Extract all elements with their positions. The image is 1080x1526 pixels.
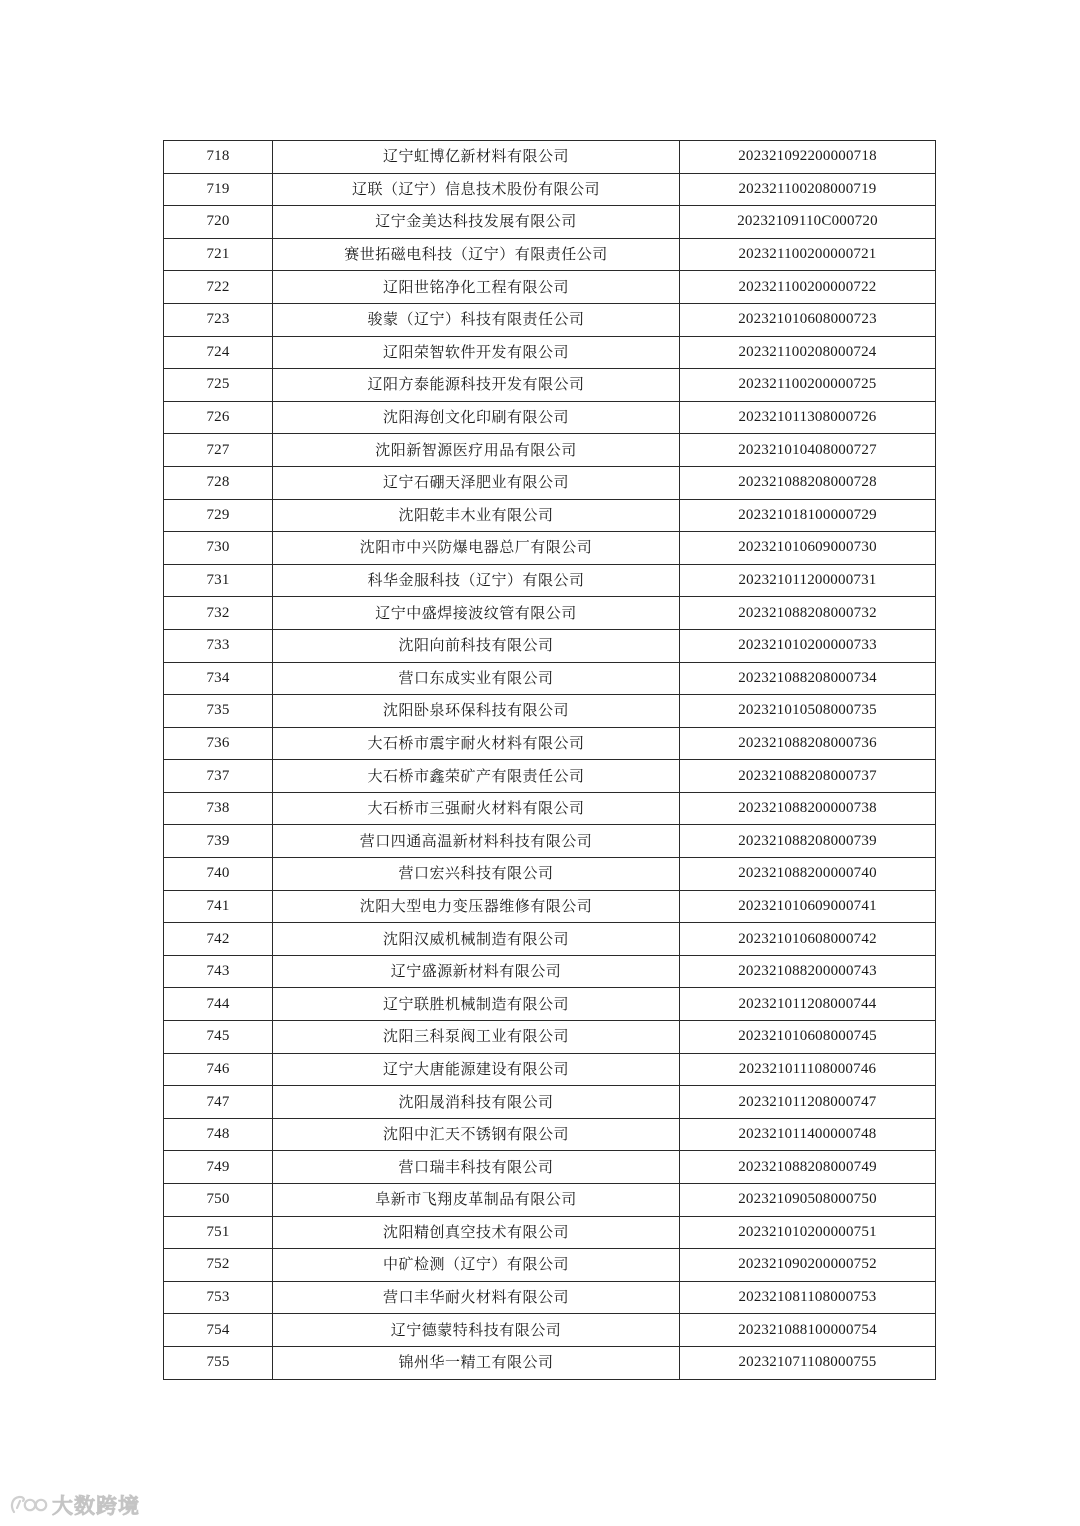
row-index-cell: 730 (164, 532, 273, 565)
registration-code-cell: 202321088208000739 (680, 825, 936, 858)
row-index-cell: 749 (164, 1151, 273, 1184)
table-row (164, 825, 936, 858)
table-row (164, 792, 936, 825)
registration-code-cell: 202321090200000752 (680, 1249, 936, 1282)
table-row (164, 597, 936, 630)
table-row (164, 858, 936, 891)
watermark-text: 大数跨境 (52, 1494, 140, 1518)
row-index-cell: 737 (164, 760, 273, 793)
table-row (164, 499, 936, 532)
row-index-cell: 746 (164, 1053, 273, 1086)
registration-code-cell: 202321010200000751 (680, 1216, 936, 1249)
company-name-cell: 沈阳向前科技有限公司 (273, 629, 680, 662)
registration-code-cell: 202321100200000725 (680, 369, 936, 402)
row-index-cell: 755 (164, 1346, 273, 1379)
row-index-cell: 728 (164, 466, 273, 499)
table-row (164, 238, 936, 271)
company-name-cell: 辽宁联胜机械制造有限公司 (273, 988, 680, 1021)
table-row (164, 1021, 936, 1054)
company-name-cell: 大石桥市震宇耐火材料有限公司 (273, 727, 680, 760)
row-index-cell: 745 (164, 1021, 273, 1054)
table-row (164, 173, 936, 206)
registration-code-cell: 202321018100000729 (680, 499, 936, 532)
company-name-cell: 锦州华一精工有限公司 (273, 1346, 680, 1379)
registration-code-cell: 202321088208000736 (680, 727, 936, 760)
row-index-cell: 726 (164, 401, 273, 434)
table-row (164, 466, 936, 499)
registration-code-cell: 202321081108000753 (680, 1281, 936, 1314)
row-index-cell: 741 (164, 890, 273, 923)
company-name-cell: 沈阳乾丰木业有限公司 (273, 499, 680, 532)
company-name-cell: 辽阳荣智软件开发有限公司 (273, 336, 680, 369)
row-index-cell: 740 (164, 858, 273, 891)
row-index-cell: 722 (164, 271, 273, 304)
company-name-cell: 辽阳方泰能源科技开发有限公司 (273, 369, 680, 402)
registration-code-cell: 202321010508000735 (680, 695, 936, 728)
registration-code-cell: 20232109110C000720 (680, 206, 936, 239)
registration-code-cell: 202321010609000741 (680, 890, 936, 923)
row-index-cell: 743 (164, 955, 273, 988)
row-index-cell: 753 (164, 1281, 273, 1314)
registration-code-cell: 202321088208000737 (680, 760, 936, 793)
row-index-cell: 720 (164, 206, 273, 239)
table-row (164, 532, 936, 565)
logo-icon (8, 1492, 48, 1518)
row-index-cell: 718 (164, 141, 273, 174)
company-name-cell: 阜新市飞翔皮革制品有限公司 (273, 1184, 680, 1217)
registration-code-cell: 202321011108000746 (680, 1053, 936, 1086)
registration-code-cell: 202321088200000740 (680, 858, 936, 891)
company-name-cell: 沈阳新智源医疗用品有限公司 (273, 434, 680, 467)
registration-code-cell: 202321092200000718 (680, 141, 936, 174)
row-index-cell: 754 (164, 1314, 273, 1347)
row-index-cell: 732 (164, 597, 273, 630)
registration-code-cell: 202321088100000754 (680, 1314, 936, 1347)
row-index-cell: 727 (164, 434, 273, 467)
row-index-cell: 752 (164, 1249, 273, 1282)
registration-code-cell: 202321088200000743 (680, 955, 936, 988)
row-index-cell: 729 (164, 499, 273, 532)
registration-code-cell: 202321010608000723 (680, 303, 936, 336)
company-name-cell: 中矿检测（辽宁）有限公司 (273, 1249, 680, 1282)
company-name-cell: 营口四通高温新材料科技有限公司 (273, 825, 680, 858)
registration-code-cell: 202321100200000721 (680, 238, 936, 271)
row-index-cell: 742 (164, 923, 273, 956)
row-index-cell: 733 (164, 629, 273, 662)
company-name-cell: 赛世拓磁电科技（辽宁）有限责任公司 (273, 238, 680, 271)
company-registry-table (163, 140, 936, 1380)
table-row (164, 206, 936, 239)
row-index-cell: 731 (164, 564, 273, 597)
table-row (164, 1053, 936, 1086)
company-name-cell: 骏蒙（辽宁）科技有限责任公司 (273, 303, 680, 336)
company-name-cell: 营口丰华耐火材料有限公司 (273, 1281, 680, 1314)
table-row (164, 988, 936, 1021)
table-row (164, 955, 936, 988)
registration-code-cell: 202321011208000744 (680, 988, 936, 1021)
row-index-cell: 721 (164, 238, 273, 271)
company-name-cell: 科华金服科技（辽宁）有限公司 (273, 564, 680, 597)
registration-code-cell: 202321100200000722 (680, 271, 936, 304)
table-row (164, 1314, 936, 1347)
table-row (164, 890, 936, 923)
table-row (164, 1151, 936, 1184)
watermark (8, 1490, 140, 1520)
company-name-cell: 沈阳海创文化印刷有限公司 (273, 401, 680, 434)
company-name-cell: 沈阳中汇天不锈钢有限公司 (273, 1118, 680, 1151)
table-row (164, 662, 936, 695)
table-row (164, 1249, 936, 1282)
company-name-cell: 辽阳世铭净化工程有限公司 (273, 271, 680, 304)
table-row (164, 923, 936, 956)
table-row (164, 727, 936, 760)
registration-code-cell: 202321011308000726 (680, 401, 936, 434)
registration-code-cell: 202321090508000750 (680, 1184, 936, 1217)
row-index-cell: 735 (164, 695, 273, 728)
company-name-cell: 大石桥市三强耐火材料有限公司 (273, 792, 680, 825)
table-row (164, 760, 936, 793)
registration-code-cell: 202321010408000727 (680, 434, 936, 467)
table-row (164, 401, 936, 434)
registration-code-cell: 202321088208000732 (680, 597, 936, 630)
registration-code-cell: 202321011200000731 (680, 564, 936, 597)
row-index-cell: 725 (164, 369, 273, 402)
company-name-cell: 辽宁虹博亿新材料有限公司 (273, 141, 680, 174)
row-index-cell: 748 (164, 1118, 273, 1151)
company-name-cell: 辽联（辽宁）信息技术股份有限公司 (273, 173, 680, 206)
row-index-cell: 744 (164, 988, 273, 1021)
table-row (164, 629, 936, 662)
company-name-cell: 营口东成实业有限公司 (273, 662, 680, 695)
table-row (164, 1086, 936, 1119)
company-name-cell: 辽宁金美达科技发展有限公司 (273, 206, 680, 239)
registration-code-cell: 202321010608000745 (680, 1021, 936, 1054)
row-index-cell: 738 (164, 792, 273, 825)
table-row (164, 336, 936, 369)
registration-code-cell: 202321071108000755 (680, 1346, 936, 1379)
company-name-cell: 辽宁中盛焊接波纹管有限公司 (273, 597, 680, 630)
table-row (164, 303, 936, 336)
company-name-cell: 辽宁大唐能源建设有限公司 (273, 1053, 680, 1086)
table-row (164, 1216, 936, 1249)
row-index-cell: 750 (164, 1184, 273, 1217)
table-row (164, 695, 936, 728)
registration-code-cell: 202321010200000733 (680, 629, 936, 662)
registration-code-cell: 202321100208000724 (680, 336, 936, 369)
company-name-cell: 沈阳市中兴防爆电器总厂有限公司 (273, 532, 680, 565)
registration-code-cell: 202321010609000730 (680, 532, 936, 565)
company-name-cell: 沈阳精创真空技术有限公司 (273, 1216, 680, 1249)
table-row (164, 1118, 936, 1151)
row-index-cell: 751 (164, 1216, 273, 1249)
row-index-cell: 736 (164, 727, 273, 760)
company-name-cell: 辽宁盛源新材料有限公司 (273, 955, 680, 988)
registration-code-cell: 202321088208000734 (680, 662, 936, 695)
registration-code-cell: 202321088200000738 (680, 792, 936, 825)
registration-code-cell: 202321011400000748 (680, 1118, 936, 1151)
table-row (164, 1346, 936, 1379)
row-index-cell: 724 (164, 336, 273, 369)
company-name-cell: 沈阳大型电力变压器维修有限公司 (273, 890, 680, 923)
registration-code-cell: 202321100208000719 (680, 173, 936, 206)
row-index-cell: 723 (164, 303, 273, 336)
company-name-cell: 沈阳晟消科技有限公司 (273, 1086, 680, 1119)
table-row (164, 369, 936, 402)
table-row (164, 1184, 936, 1217)
row-index-cell: 747 (164, 1086, 273, 1119)
company-name-cell: 大石桥市鑫荣矿产有限责任公司 (273, 760, 680, 793)
company-name-cell: 沈阳汉威机械制造有限公司 (273, 923, 680, 956)
company-name-cell: 营口宏兴科技有限公司 (273, 858, 680, 891)
table-body (164, 141, 936, 1380)
table-row (164, 564, 936, 597)
registration-code-cell: 202321010608000742 (680, 923, 936, 956)
row-index-cell: 739 (164, 825, 273, 858)
table-row (164, 141, 936, 174)
row-index-cell: 719 (164, 173, 273, 206)
table-row (164, 434, 936, 467)
company-name-cell: 营口瑞丰科技有限公司 (273, 1151, 680, 1184)
company-name-cell: 沈阳卧泉环保科技有限公司 (273, 695, 680, 728)
registration-code-cell: 202321011208000747 (680, 1086, 936, 1119)
table-row (164, 1281, 936, 1314)
row-index-cell: 734 (164, 662, 273, 695)
company-name-cell: 辽宁德蒙特科技有限公司 (273, 1314, 680, 1347)
company-name-cell: 辽宁石硼天泽肥业有限公司 (273, 466, 680, 499)
table-row (164, 271, 936, 304)
registration-code-cell: 202321088208000728 (680, 466, 936, 499)
company-name-cell: 沈阳三科泵阀工业有限公司 (273, 1021, 680, 1054)
registration-code-cell: 202321088208000749 (680, 1151, 936, 1184)
